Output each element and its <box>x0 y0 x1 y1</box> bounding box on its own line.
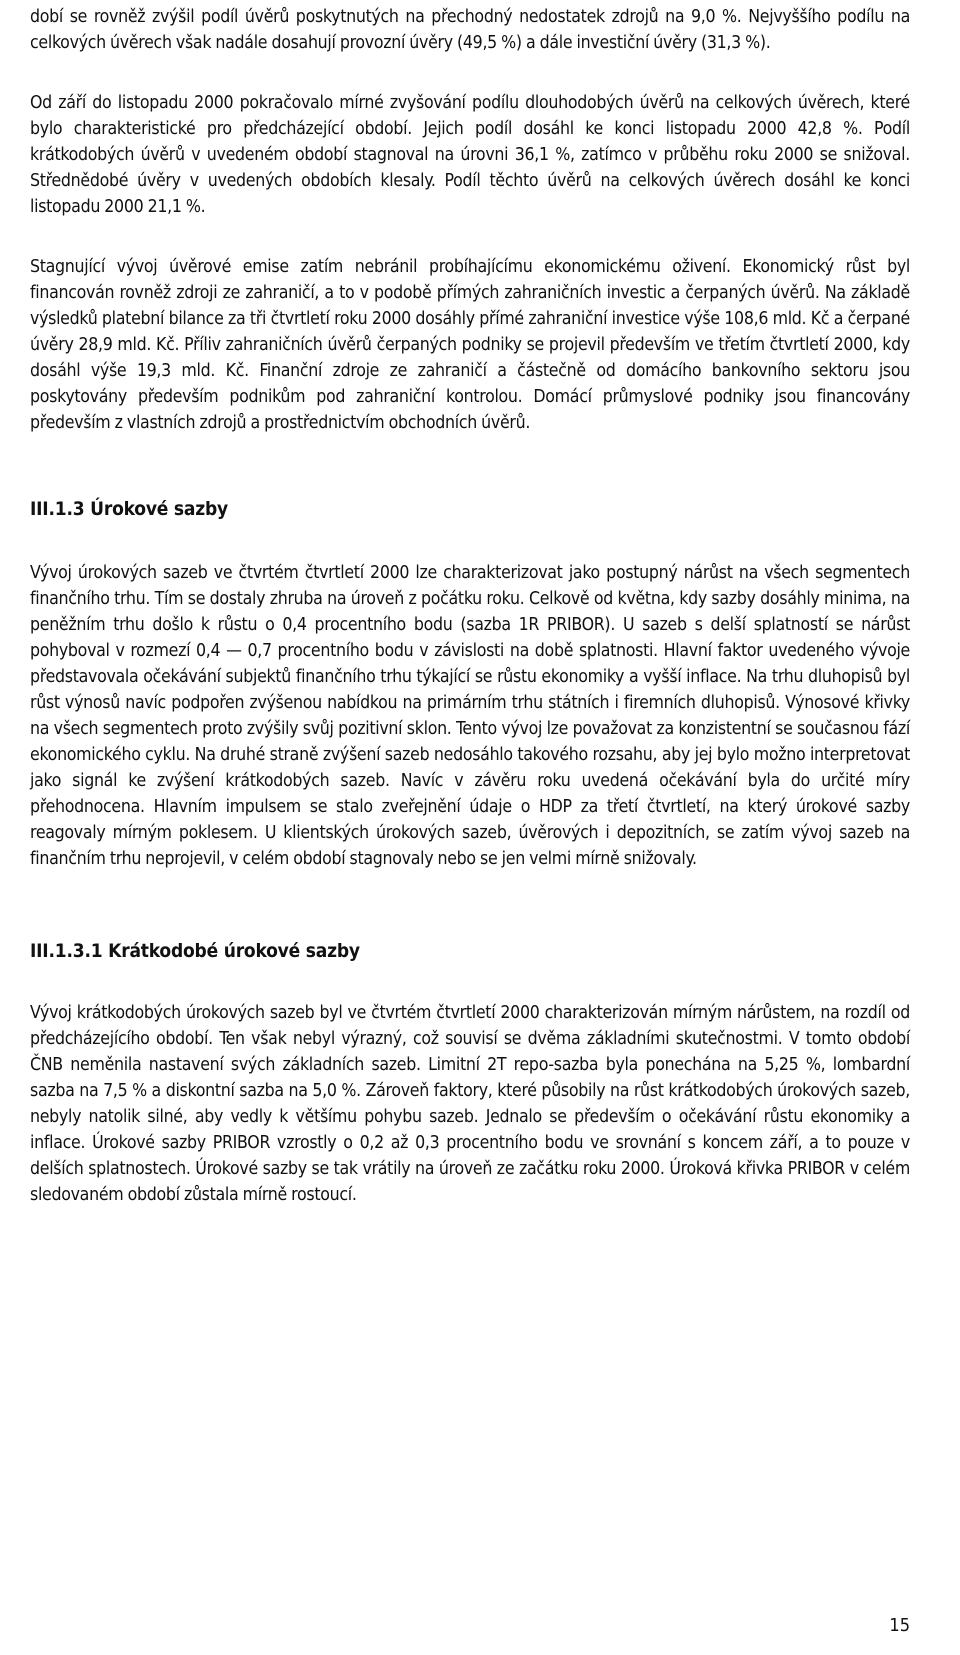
paragraph-short-term-rates: Vývoj krátkodobých úrokových sazeb byl ve čtvrtém čtvrtletí 2000 charakterizován mírným nárůstem, na rozdíl od předcházejícího období. Ten však nebyl výrazný, což souvisí se dvěma základními skutečnostmi. V tomto období ČNB neměnila nastavení svých základních sazeb. Limitní 2T repo-sazba byla ponechána na 5,25 %, lombardní sazba na 7,5 % a diskontní sazba na 5,0 %. Zároveň faktory, které působily na růst krátkodobých úrokových sazeb, nebyly natolik silné, aby vedly k většímu pohybu sazeb. Jednalo se především o očekávání růstu ekonomiky a inflace. Úrokové sazby PRIBOR vzrostly o 0,2 až 0,3 procentního bodu ve srovnání s koncem září, a to pouze v delších splatnostech. Úrokové sazby se tak vrátily na úroveň ze začátku roku 2000. Úroková křivka PRIBOR v celém sledovaném období zůstala mírně rostoucí. <box>30 1003 910 1205</box>
paragraph-credit-emission: Stagnující vývoj úvěrové emise zatím nebránil probíhajícímu ekonomickému oživení. Ekonomický růst byl financován rovněž zdroji ze zahraničí, a to v podobě přímých zahraničních investic a čerpaných úvěrů. Na základě výsledků platební bilance za tři čtvrtletí roku 2000 dosáhly přímé zahraniční investice výše 108,6 mld. Kč a čerpané úvěry 28,9 mld. Kč. Příliv zahraničních úvěrů čerpaných podniky se projevil především ve třetím čtvrtletí 2000, kdy dosáhl výše 19,3 mld. Kč. Finanční zdroje ze zahraničí a částečně od domácího bankovního sektoru jsou poskytovány především podnikům pod zahraniční kontrolou. Domácí průmyslové podniky jsou financovány především z vlastních zdrojů a prostřednictvím obchodních úvěrů. <box>30 257 910 433</box>
section-heading-interest-rates: III.1.3 Úrokové sazby <box>30 498 228 520</box>
paragraph-loan-maturity: Od září do listopadu 2000 pokračovalo mírné zvyšování podílu dlouhodobých úvěrů na celkových úvěrech, které bylo charakteristické pro předcházející období. Jejich podíl dosáhl ke konci listopadu 2000 42,8 %. Podíl krátkodobých úvěrů v uvedeném období stagnoval na úrovni 36,1 %, zatímco v průběhu roku 2000 se snižoval. Střednědobé úvěry v uvedených obdobích klesaly. Podíl těchto úvěrů na celkových úvěrech dosáhl ke konci listopadu 2000 21,1 %. <box>30 93 910 217</box>
page-number: 15 <box>889 1615 910 1636</box>
subsection-heading-short-term-rates: III.1.3.1 Krátkodobé úrokové sazby <box>30 940 360 962</box>
paragraph-interest-rates: Vývoj úrokových sazeb ve čtvrtém čtvrtletí 2000 lze charakterizovat jako postupný nárůst na všech segmentech finančního trhu. Tím se dostaly zhruba na úroveň z počátku roku. Celkově od května, kdy sazby dosáhly minima, na peněžním trhu došlo k růstu o 0,4 procentního bodu (sazba 1R PRIBOR). U sazeb s delší splatností se nárůst pohyboval v rozmezí 0,4 — 0,7 procentního bodu v závislosti na době splatnosti. Hlavní faktor uvedeného vývoje představovala očekávání subjektů finančního trhu týkající se růstu ekonomiky a vyšší inflace. Na trhu dluhopisů byl růst výnosů navíc podpořen zvýšenou nabídkou na primárním trhu státních i firemních dluhopisů. Výnosové křivky na všech segmentech proto zvýšily svůj pozitivní sklon. Tento vývoj lze považovat za konzistentní se současnou fází ekonomického cyklu. Na druhé straně zvýšení sazeb nedosáhlo takového rozsahu, aby jej bylo možno interpretovat jako signál ke zvýšení krátkodobých sazeb. Navíc v závěru roku uvedená očekávání byla do určité míry přehodnocena. Hlavním impulsem se stalo zveřejnění údaje o HDP za třetí čtvrtletí, na který úrokové sazby reagovaly mírným poklesem. U klientských úrokových sazeb, úvěrových i depozitních, se zatím vývoj sazeb na finančním trhu neprojevil, v celém období stagnovaly nebo se jen velmi mírně snižovaly. <box>30 563 910 869</box>
paragraph-loan-shares-continued: dobí se rovněž zvýšil podíl úvěrů poskytnutých na přechodný nedostatek zdrojů na 9,0 %. Nejvyššího podílu na celkových úvěrech však nadále dosahují provozní úvěry (49,5 %) a dále investiční úvěry (31,3 %). <box>30 7 910 53</box>
